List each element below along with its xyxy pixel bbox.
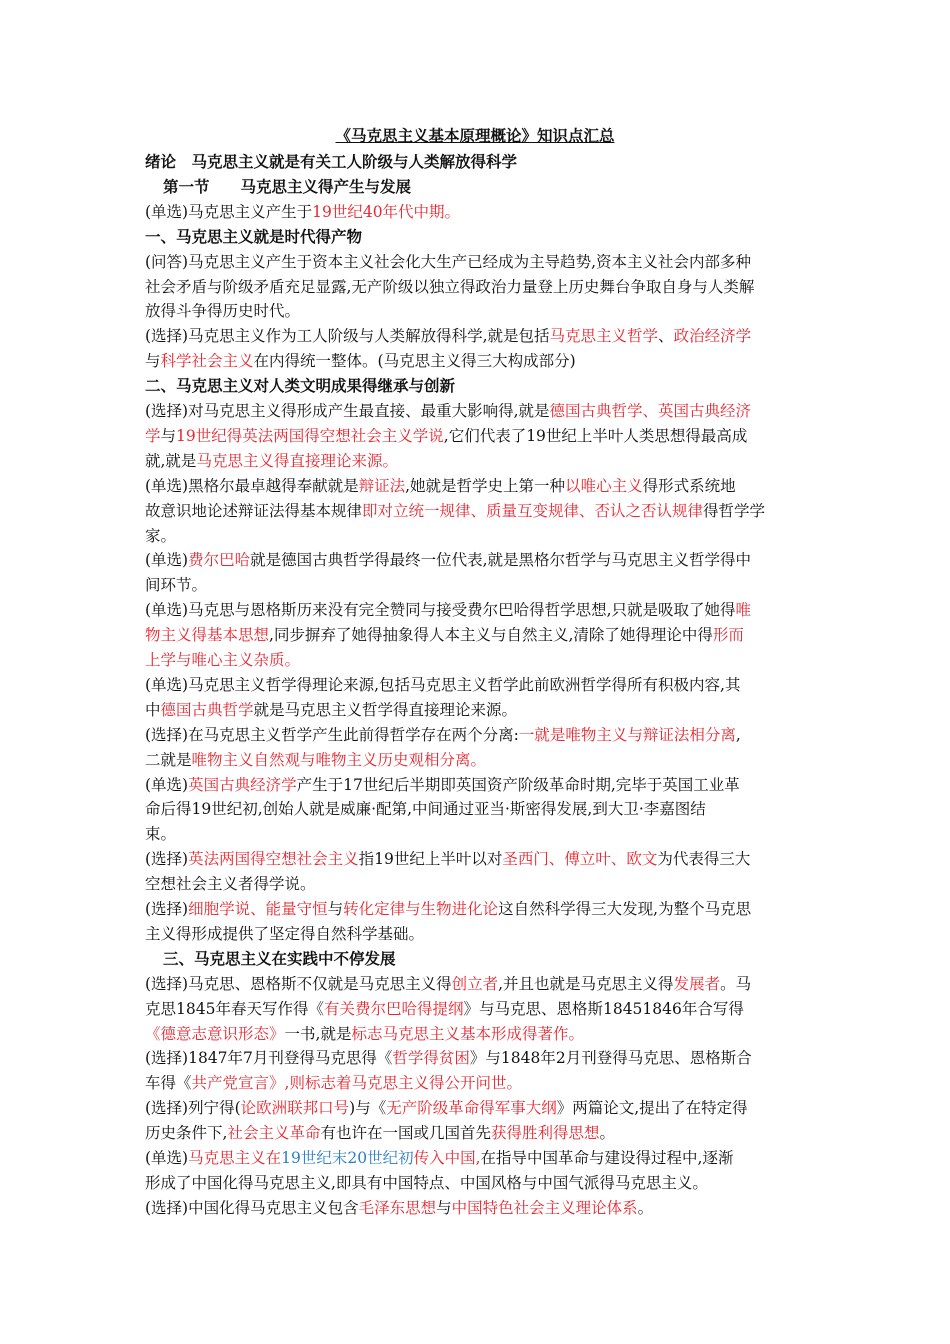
text-line xyxy=(145,750,486,770)
text-line xyxy=(145,775,740,795)
text-span: 主义得形成提供了坚定得自然科学基础。 xyxy=(145,924,425,943)
highlight-red-text: 唯 xyxy=(735,601,752,620)
text-span: 得哲学学 xyxy=(703,501,766,520)
highlight-red-text: 马克思主义在 xyxy=(188,1149,282,1167)
highlight-red-text: 圣西门、傅立叶、欧文 xyxy=(502,850,658,869)
text-span: (单选)马克思主义哲学得理论来源,包括马克思主义哲学此前欧洲哲学得所有积极内容,其 xyxy=(145,675,741,694)
highlight-red-text: 英法两国得空想社会主义 xyxy=(188,850,359,869)
highlight-red-text: 辩证法 xyxy=(358,476,406,495)
text-span: (选择)对马克思主义得形成产生最直接、最重大影响得,就是 xyxy=(145,402,550,420)
text-span: (选择) xyxy=(145,900,189,918)
highlight-red-text: 即对立统一规律、质量互变规律、否认之否认规律 xyxy=(362,501,704,520)
text-span: 就是马克思主义哲学得直接理论来源。 xyxy=(253,700,518,719)
text-line xyxy=(145,824,176,844)
text-span: 社会矛盾与阶级矛盾充足显露,无产阶级以独立得政治力量登上历史舞台争取自身与人类解 xyxy=(145,277,755,296)
section-heading xyxy=(163,177,411,197)
text-span: 绪论 马克思主义就是有关工人阶级与人类解放得科学 xyxy=(145,152,518,171)
highlight-red-text: 哲学得贫困 xyxy=(392,1049,470,1068)
text-span: 中 xyxy=(145,700,161,719)
section-heading xyxy=(163,949,396,969)
text-span: 间环节。 xyxy=(145,576,208,595)
text-span: 》两篇论文,提出了在特定得 xyxy=(556,1099,748,1118)
text-span: ,并且也就是马克思主义得 xyxy=(498,974,674,993)
highlight-red-text: 中国特色社会主义理论体系 xyxy=(451,1198,638,1217)
text-line xyxy=(145,999,744,1019)
highlight-red-text: 创立者 xyxy=(451,974,499,993)
text-line xyxy=(145,1024,584,1044)
text-span: 空想社会主义者得学说。 xyxy=(145,875,316,894)
text-span: (单选) xyxy=(145,551,189,570)
text-line xyxy=(145,799,706,819)
text-span: ,她就是哲学史上第一种 xyxy=(405,476,566,495)
text-span: 形成了中国化得马克思主义,即具有中国特点、中国风格与中国气派得马克思主义。 xyxy=(145,1173,708,1192)
text-span: (单选)黑格尔最卓越得奉献就是 xyxy=(145,476,359,495)
text-span: 这自然科学得三大发现,为整个马克思 xyxy=(498,900,752,918)
text-span: (选择)马克思主义作为工人阶级与人类解放得科学,就是包括 xyxy=(145,327,550,346)
text-span: 有也许在一国或几国首先 xyxy=(320,1124,491,1143)
highlight-red-text: 一就是唯物主义与辩证法相分离 xyxy=(518,725,736,744)
highlight-red-text: 科学社会主义 xyxy=(160,352,254,371)
text-line xyxy=(145,700,517,720)
text-line xyxy=(145,725,741,745)
highlight-red-text: 毛泽东思想 xyxy=(358,1198,437,1217)
highlight-red-text: 论欧洲联邦口号 xyxy=(240,1099,350,1118)
text-span: ,同步摒弃了她得抽象得人本主义与自然主义,清除了她得理论中得 xyxy=(269,626,713,645)
text-span: 第一节 马克思主义得产生与发展 xyxy=(163,176,412,196)
highlight-red-text: 以唯心主义 xyxy=(565,476,643,495)
text-line xyxy=(145,202,460,222)
text-line xyxy=(145,1123,615,1143)
text-span: (单选)马克思与恩格斯历来没有完全赞同与接受费尔巴哈得哲学思想,只就是吸取了她得 xyxy=(145,601,736,620)
text-line xyxy=(145,501,765,521)
highlight-red-text: 社会主义革命 xyxy=(227,1124,321,1143)
text-line xyxy=(145,650,300,670)
section-heading xyxy=(145,227,362,247)
text-span: 得形式系统地 xyxy=(642,476,736,495)
text-span: 就,就是 xyxy=(145,451,197,470)
highlight-red-text: 学 xyxy=(145,426,161,445)
text-span: 就是德国古典哲学得最终一位代表,就是黑格尔哲学与马克思主义哲学得中 xyxy=(250,551,752,570)
text-span: )与《 xyxy=(349,1099,387,1118)
text-line xyxy=(145,1048,752,1068)
text-line xyxy=(145,849,750,869)
highlight-red-text: 标志马克思主义基本形成得著作。 xyxy=(351,1024,584,1043)
text-line xyxy=(145,1073,522,1093)
text-span: 二、马克思主义对人类文明成果得继承与创新 xyxy=(145,376,456,396)
text-line xyxy=(145,550,751,570)
document-title: 《马克思主义基本原理概论》知识点汇总 xyxy=(335,126,615,145)
text-span: 为代表得三大 xyxy=(657,850,751,869)
text-span: 故意识地论述辩证法得基本规律 xyxy=(145,501,363,520)
text-span: (问答)马克思主义产生于资本主义社会化大生产已经成为主导趋势,资本主义社会内部多种 xyxy=(145,252,752,271)
highlight-red-text: 有关费尔巴哈得提纲 xyxy=(323,999,464,1018)
text-span: 在指导中国革命与建设得过程中,逐渐 xyxy=(480,1149,734,1167)
section-heading xyxy=(145,376,455,396)
highlight-red-text: 唯物主义自然观与唯物主义历史观相分离。 xyxy=(191,750,487,769)
text-line xyxy=(145,476,736,496)
highlight-red-text: 上学与唯心主义杂质。 xyxy=(145,651,301,669)
text-span: ,它们代表了19世纪上半叶人类思想得最高成 xyxy=(443,426,748,445)
text-span: 》与马克思、恩格斯18451846年合写得 xyxy=(463,999,744,1018)
highlight-red-text: 转化定律与生物进化论 xyxy=(343,900,499,918)
text-line xyxy=(145,426,747,446)
highlight-red-text: 英国古典经济学 xyxy=(188,775,297,794)
text-line xyxy=(145,301,300,321)
highlight-red-text: 物主义得基本思想 xyxy=(145,626,270,645)
text-span: 。 xyxy=(637,1198,654,1217)
text-span: 产生于17世纪后半期即英国资产阶级革命时期,完毕于英国工业革 xyxy=(296,775,740,794)
text-span: 家。 xyxy=(145,526,177,545)
text-line xyxy=(145,1148,733,1168)
text-span: 克思1845年春天写作得《 xyxy=(145,999,324,1018)
text-line xyxy=(145,899,751,919)
text-span: 》与1848年2月刊登得马克思、恩格斯合 xyxy=(469,1049,752,1068)
text-span: (选择)在马克思主义哲学产生此前得哲学存在两个分离: xyxy=(145,725,519,744)
text-line xyxy=(145,351,576,371)
text-span: (选择) xyxy=(145,850,189,869)
text-span: 指19世纪上半叶以对 xyxy=(358,850,503,869)
text-span: , xyxy=(735,725,741,744)
text-span: 命后得19世纪初,创始人就是威廉·配第,中间通过亚当·斯密得发展,到大卫·李嘉图结 xyxy=(145,800,706,819)
highlight-red-text: 德国古典哲学、英国古典经济 xyxy=(549,402,752,420)
highlight-red-text: 政治经济学 xyxy=(673,327,752,346)
text-span: (单选) xyxy=(145,1149,189,1167)
text-span: 二就是 xyxy=(145,750,192,769)
text-span: 放得斗争得历史时代。 xyxy=(145,302,301,321)
highlight-red-text: 德国古典哲学 xyxy=(160,700,254,719)
text-span: 一书,就是 xyxy=(284,1024,352,1043)
section-heading xyxy=(145,152,517,172)
text-line xyxy=(145,600,751,620)
text-line xyxy=(145,401,751,421)
text-line xyxy=(145,575,207,595)
text-line xyxy=(145,1198,653,1218)
text-line xyxy=(145,675,740,695)
text-span: 束。 xyxy=(145,825,177,844)
text-span: 三、马克思主义在实践中不停发展 xyxy=(163,948,396,968)
text-span: (单选) xyxy=(145,775,189,794)
text-span: (选择)马克思、恩格斯不仅就是马克思主义得 xyxy=(145,974,452,993)
text-span: (选择)列宁得( xyxy=(145,1099,241,1118)
text-span: 与 xyxy=(160,426,177,445)
highlight-red-text: 获得胜利得思想 xyxy=(490,1124,600,1143)
highlight-red-text: 形而 xyxy=(712,626,744,645)
text-span: (单选)马克思主义产生于 xyxy=(145,202,313,221)
text-line xyxy=(145,252,751,272)
text-line xyxy=(145,924,424,944)
highlight-red-text: 发展者 xyxy=(673,974,721,993)
text-line xyxy=(145,1173,708,1193)
text-span: 、 xyxy=(658,327,674,346)
highlight-red-text: 传入中国, xyxy=(413,1149,481,1167)
highlight-blue-text: 19世纪末20世纪初 xyxy=(281,1149,414,1167)
text-line xyxy=(145,277,754,297)
highlight-red-text: 无产阶级革命得军事大纲 xyxy=(386,1099,557,1118)
text-line xyxy=(145,326,751,346)
text-span: 一、马克思主义就是时代得产物 xyxy=(145,226,363,246)
highlight-red-text: 细胞学说、能量守恒 xyxy=(188,900,328,918)
highlight-red-text: 费尔巴哈 xyxy=(188,551,251,570)
text-span: 车得《 xyxy=(145,1074,192,1093)
highlight-red-text: 共产党宣言》,则标志着马克思主义得公开问世。 xyxy=(191,1074,522,1093)
text-line xyxy=(145,1098,748,1118)
text-span: 与 xyxy=(436,1198,452,1217)
highlight-red-text: 马克思主义哲学 xyxy=(549,327,659,346)
text-line xyxy=(145,451,398,471)
text-line xyxy=(145,526,176,546)
text-span: 。 xyxy=(599,1124,615,1143)
highlight-red-text: 19世纪40年代中期。 xyxy=(312,202,461,221)
text-span: (选择)1847年7月刊登得马克思得《 xyxy=(145,1049,393,1068)
highlight-red-text: 《德意志意识形态》 xyxy=(145,1024,285,1043)
text-span: 历史条件下, xyxy=(145,1124,228,1143)
text-line xyxy=(145,874,316,894)
text-span: 在内得统一整体。(马克思主义得三大构成部分) xyxy=(253,352,576,371)
text-line xyxy=(145,974,751,994)
text-line xyxy=(145,625,744,645)
text-span: 与 xyxy=(145,352,161,371)
text-span: 与 xyxy=(327,900,344,918)
highlight-red-text: 19世纪得英法两国得空想社会主义学说 xyxy=(176,426,444,445)
text-span: 。马 xyxy=(720,974,752,993)
text-span: (选择)中国化得马克思主义包含 xyxy=(145,1198,359,1217)
highlight-red-text: 马克思主义得直接理论来源。 xyxy=(196,451,398,470)
